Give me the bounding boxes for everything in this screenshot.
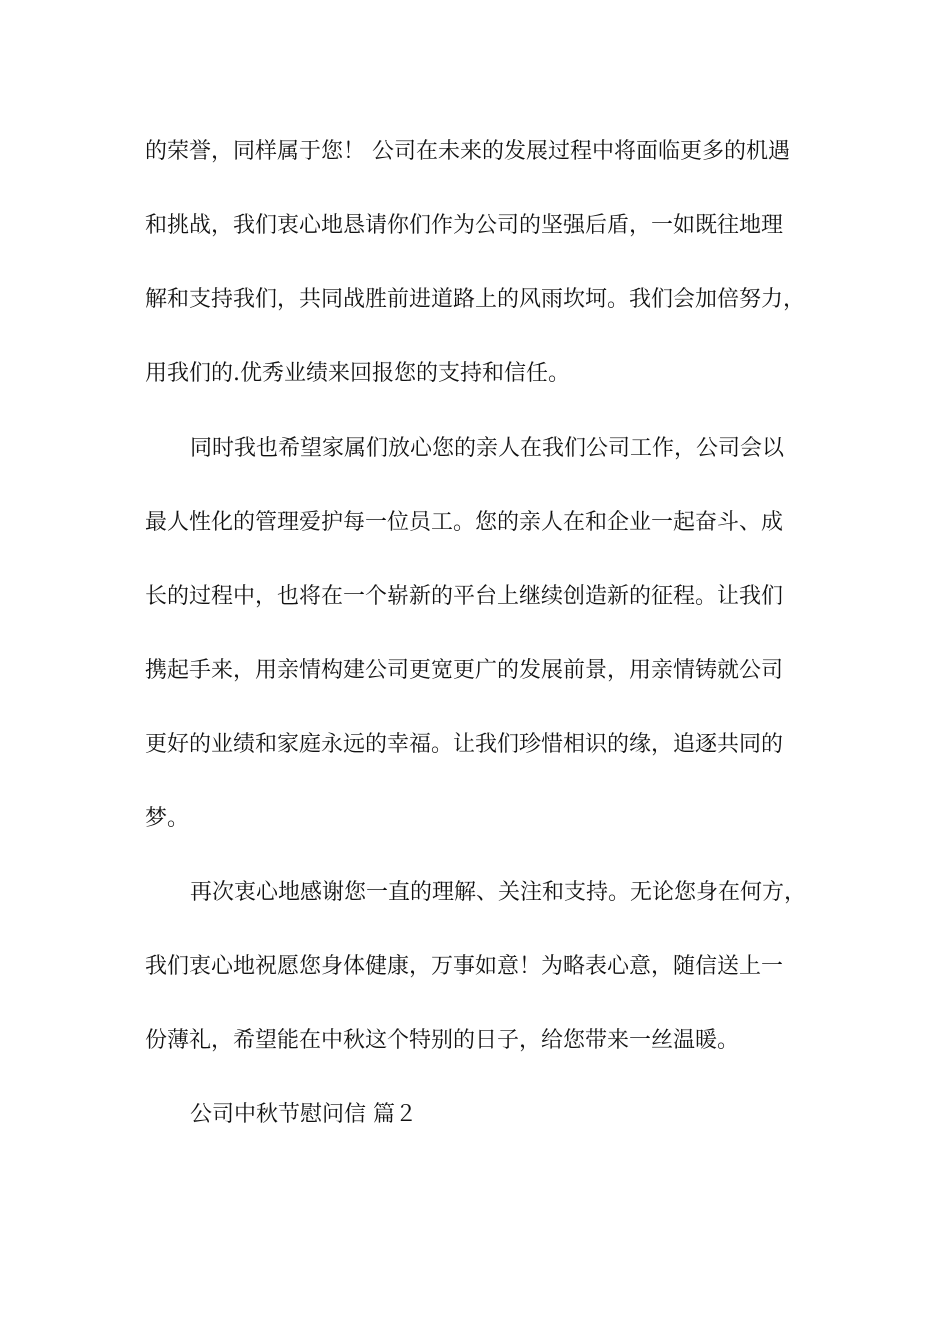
paragraph-line: 份薄礼，希望能在中秋这个特别的日子，给您带来一丝温暖。 bbox=[145, 1028, 740, 1053]
paragraph-line: 再次衷心地感谢您一直的理解、关注和支持。无论您身在何方， bbox=[190, 880, 807, 905]
paragraph-line: 最人性化的管理爱护每一位员工。您的亲人在和企业一起奋斗、成 bbox=[145, 510, 784, 535]
paragraph-line: 长的过程中，也将在一个崭新的平台上继续创造新的征程。让我们 bbox=[145, 584, 784, 609]
paragraph-line: 更好的业绩和家庭永远的幸福。让我们珍惜相识的缘，追逐共同的 bbox=[145, 732, 784, 757]
section-heading: 公司中秋节慰问信 篇２ bbox=[190, 1102, 417, 1127]
paragraph-line: 梦。 bbox=[145, 806, 190, 831]
paragraph-line: 携起手来，用亲情构建公司更宽更广的发展前景，用亲情铸就公司 bbox=[145, 658, 784, 683]
paragraph-line: 我们衷心地祝愿您身体健康，万事如意！为略表心意，随信送上一 bbox=[145, 954, 784, 979]
paragraph-line: 的荣誉，同样属于您！ 公司在未来的发展过程中将面临更多的机遇 bbox=[145, 139, 790, 164]
paragraph-line: 同时我也希望家属们放心您的亲人在我们公司工作，公司会以 bbox=[190, 436, 785, 461]
paragraph-line: 和挑战，我们衷心地恳请你们作为公司的坚强后盾，一如既往地理 bbox=[145, 213, 784, 238]
paragraph-line: 解和支持我们，共同战胜前进道路上的风雨坎坷。我们会加倍努力， bbox=[145, 287, 806, 312]
paragraph-line: 用我们的.优秀业绩来回报您的支持和信任。 bbox=[145, 361, 570, 386]
